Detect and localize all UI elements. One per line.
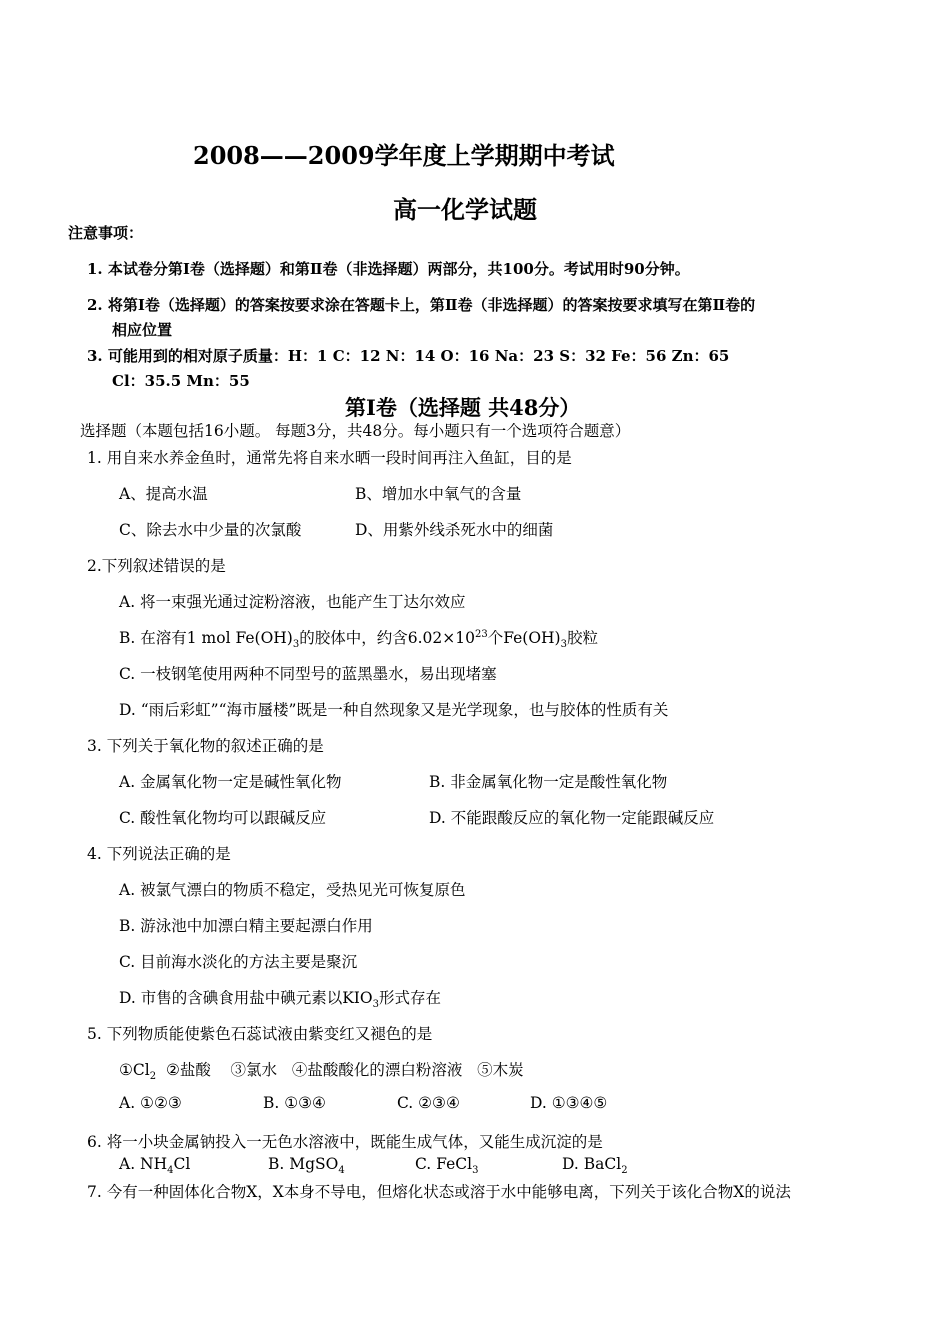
notice-item-3: 3. 可能用到的相对原子质量：H：1 C：12 N：14 O：16 Na：23 S：32 Fe：56 Zn：65: [87, 347, 730, 365]
question-4-option-b: B. 游泳池中加漂白精主要起漂白作用: [119, 917, 373, 935]
question-1-option-c: C、除去水中少量的次氯酸: [119, 521, 302, 539]
question-4-option-d: D. 市售的含碘食用盐中碘元素以$KIO_3$形式存在: [119, 989, 442, 1011]
notice-item-2-cont: 相应位置: [112, 321, 173, 339]
question-5-stem: 5. 下列物质能使紫色石蕊试液由紫变红又褪色的是: [87, 1025, 433, 1043]
section-instructions: 选择题（本题包括16小题。 每题3分，共48分。每小题只有一个选项符合题意）: [80, 422, 631, 440]
question-1-stem: 1. 用自来水养金鱼时，通常先将自来水晒一段时间再注入鱼缸，目的是: [87, 449, 572, 467]
question-4-option-c: C. 目前海水淡化的方法主要是聚沉: [119, 953, 358, 971]
question-4-option-a: A. 被氯气漂白的物质不稳定，受热见光可恢复原色: [119, 881, 466, 899]
notice-item-3-cont: Cl：35.5 Mn：55: [112, 372, 250, 390]
question-1-option-a: A、提高水温: [119, 485, 208, 503]
question-6-stem: 6. 将一小块金属钠投入一无色水溶液中，既能生成气体，又能生成沉淀的是: [87, 1133, 603, 1151]
notice-item-2: 2. 将第Ⅰ卷（选择题）的答案按要求涂在答题卡上，第Ⅱ卷（非选择题）的答案按要求填写在第Ⅱ卷的: [87, 296, 756, 314]
exam-subtitle: 高一化学试题: [393, 195, 537, 224]
question-6-option-d: D. BaCl$_2$: [562, 1155, 628, 1177]
question-2-option-d: D. “雨后彩虹”“海市蜃楼”既是一种自然现象又是光学现象，也与胶体的性质有关: [119, 701, 669, 719]
question-3-option-d: D. 不能跟酸反应的氧化物一定能跟碱反应: [429, 809, 715, 827]
question-3-option-c: C. 酸性氧化物均可以跟碱反应: [119, 809, 327, 827]
question-6-option-a: A. $NH_4Cl$: [119, 1155, 191, 1177]
question-5-option-d: D. ①③④⑤: [530, 1094, 608, 1112]
question-1-option-d: D、用紫外线杀死水中的细菌: [355, 521, 554, 539]
notice-item-1: 1. 本试卷分第Ⅰ卷（选择题）和第Ⅱ卷（非选择题）两部分，共100分。考试用时90分钟。: [87, 260, 690, 278]
question-2-option-b: B. 在溶有1 mol $Fe(OH)_3$的胶体中，约含$6.02\times 10^{23}$个$Fe(OH)_3$胶粒: [119, 628, 598, 651]
question-6-option-c: C. FeCl$_3$: [415, 1155, 479, 1177]
question-3-stem: 3. 下列关于氧化物的叙述正确的是: [87, 737, 324, 755]
question-6-option-b: B. MgSO$_4$: [268, 1155, 345, 1177]
notice-heading: 注意事项：: [68, 224, 144, 242]
question-7-stem: 7. 今有一种固体化合物X，X本身不导电，但熔化状态或溶于水中能够电离，下列关于该化合物X的说法: [87, 1183, 791, 1201]
question-3-option-a: A. 金属氧化物一定是碱性氧化物: [119, 773, 342, 791]
question-5-option-b: B. ①③④: [263, 1094, 326, 1112]
question-5-substances: $①Cl_2$ ②盐酸 ③氯水 ④盐酸酸化的漂白粉溶液 ⑤木炭: [119, 1061, 524, 1083]
section-heading: 第Ⅰ卷（选择题 共48分）: [345, 395, 581, 420]
question-5-option-c: C. ②③④: [397, 1094, 460, 1112]
question-4-stem: 4. 下列说法正确的是: [87, 845, 231, 863]
question-2-option-c: C. 一枝钢笔使用两种不同型号的蓝黑墨水，易出现堵塞: [119, 665, 497, 683]
exam-title: 2008——2009学年度上学期期中考试: [193, 141, 615, 170]
question-2-option-a: A. 将一束强光通过淀粉溶液，也能产生丁达尔效应: [119, 593, 466, 611]
question-3-option-b: B. 非金属氧化物一定是酸性氧化物: [429, 773, 668, 791]
question-1-option-b: B、增加水中氧气的含量: [355, 485, 522, 503]
question-5-option-a: A. ①②③: [119, 1094, 182, 1112]
question-2-stem: 2.下列叙述错误的是: [87, 557, 226, 575]
